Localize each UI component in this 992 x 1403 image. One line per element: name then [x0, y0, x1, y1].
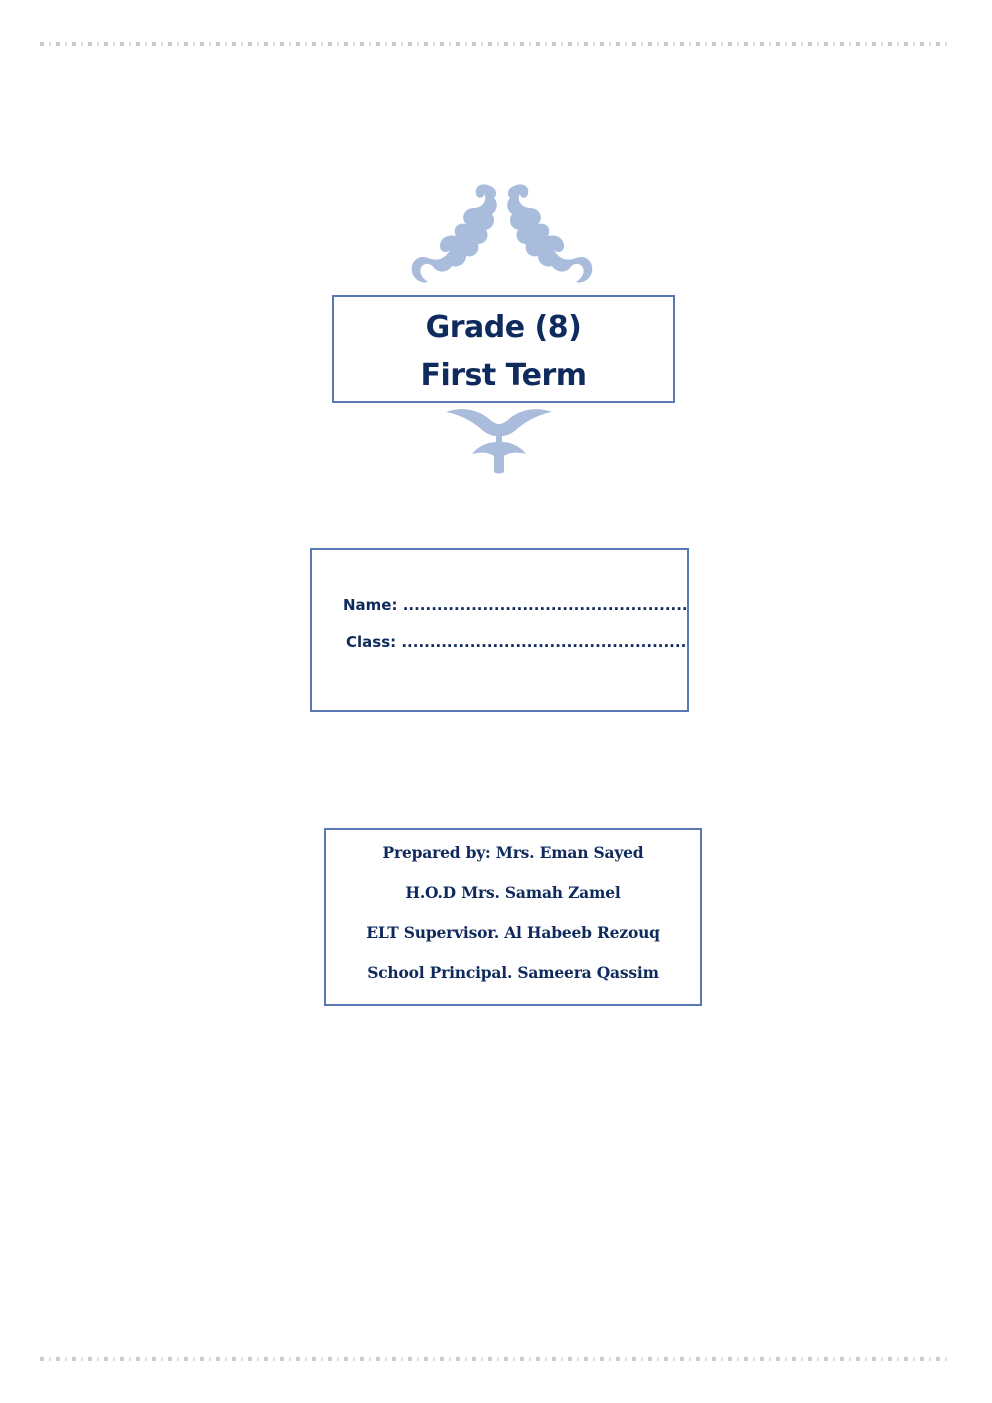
hod-credit: H.O.D Mrs. Samah Zamel	[405, 883, 621, 902]
grade-title: Grade (8)	[425, 310, 582, 345]
name-field-label: Name: ..................................................	[343, 596, 688, 614]
page-border-bottom	[40, 1357, 952, 1361]
student-info-box	[310, 548, 689, 712]
term-title: First Term	[420, 358, 587, 393]
credits-box	[324, 828, 702, 1006]
class-field-label: Class: ..................................................	[346, 633, 687, 651]
title-box	[332, 295, 675, 403]
supervisor-credit: ELT Supervisor. Al Habeeb Rezouq	[366, 923, 660, 942]
page-border-top	[40, 42, 952, 46]
leaf-drop-icon	[444, 406, 554, 476]
principal-credit: School Principal. Sameera Qassim	[367, 963, 659, 982]
floral-flourish-icon	[404, 178, 600, 286]
prepared-by: Prepared by: Mrs. Eman Sayed	[382, 843, 644, 862]
